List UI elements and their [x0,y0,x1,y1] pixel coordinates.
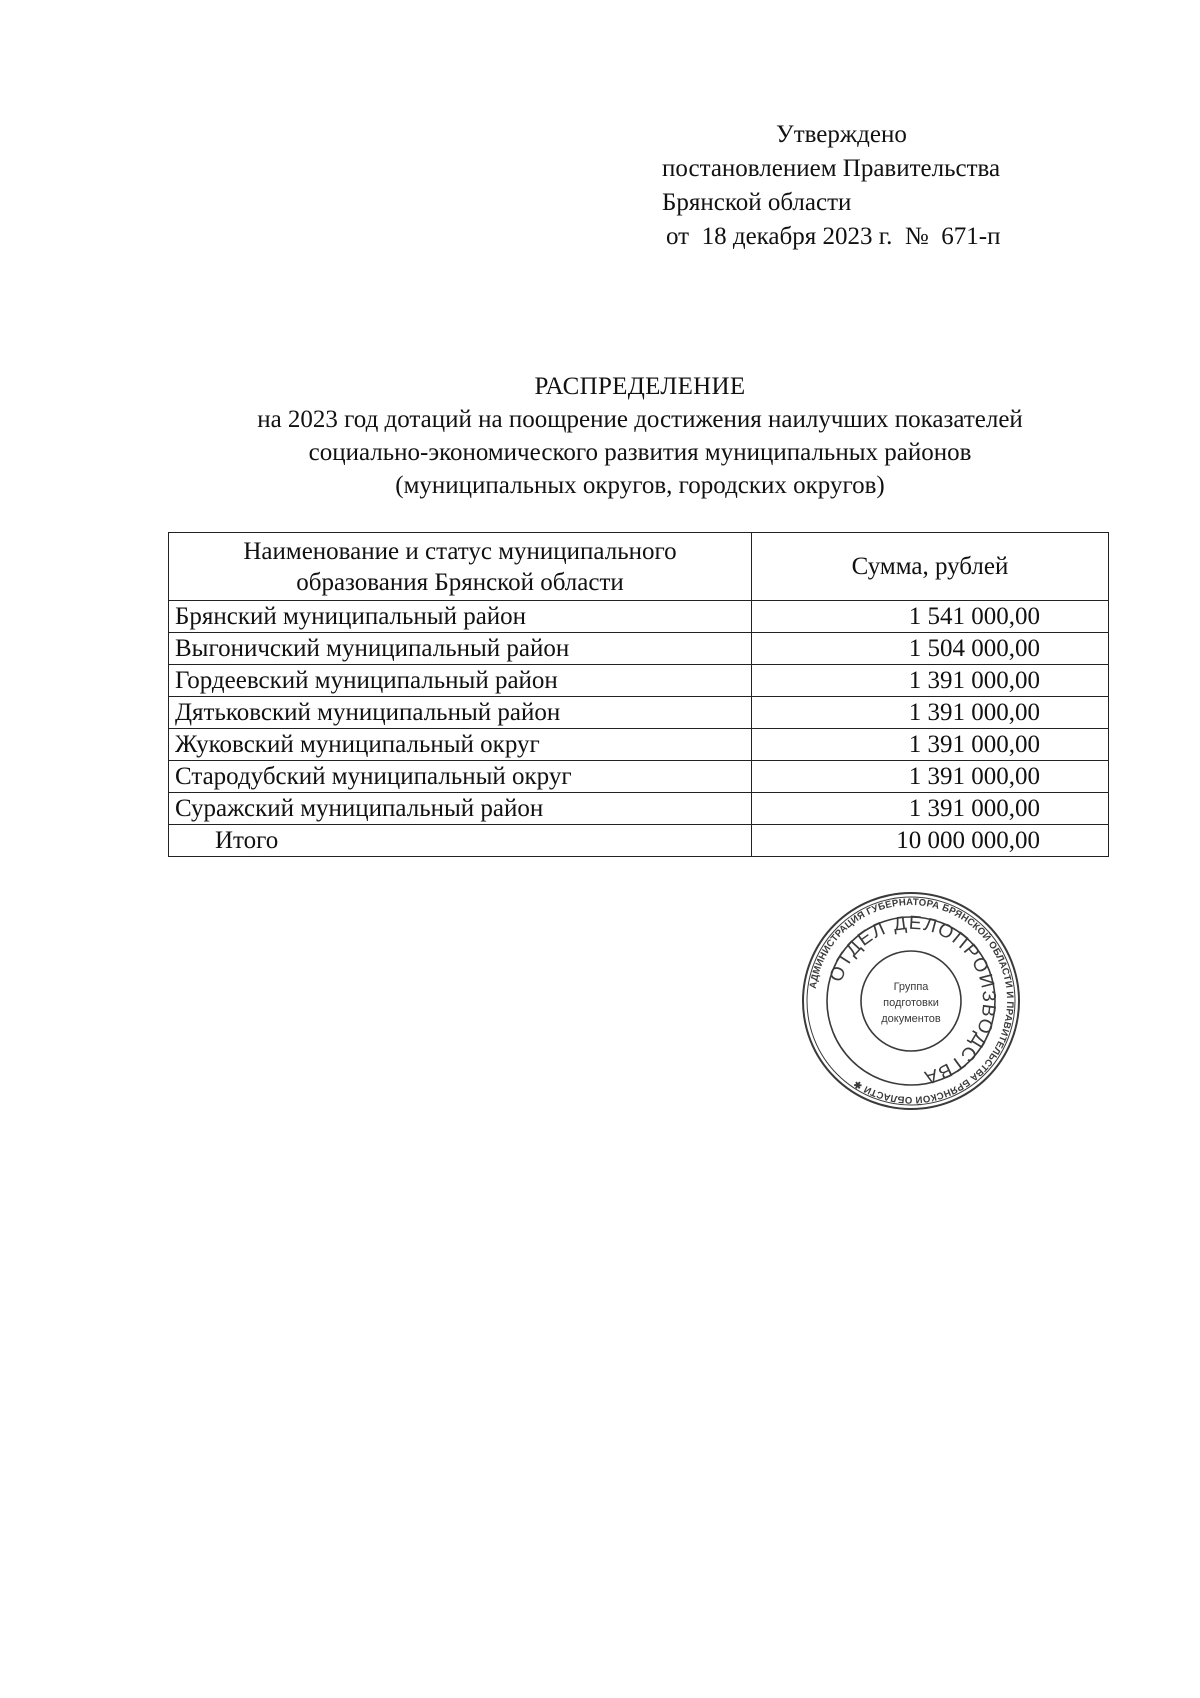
row-amount: 1 504 000,00 [752,633,1109,665]
header-name-line-1: Наименование и статус муниципального [243,537,677,565]
total-amount: 10 000 000,00 [752,825,1109,857]
stamp-center-line-2: подготовки [883,997,939,1009]
table-total-row [169,825,1109,857]
row-name: Брянский муниципальный район [169,601,752,633]
table-row [169,601,1109,633]
approval-region: Брянской области [662,189,852,216]
row-name: Стародубский муниципальный округ [169,761,752,793]
approval-resolution: постановлением Правительства [662,155,1001,182]
total-label: Итого [169,825,752,857]
table-row [169,633,1109,665]
header-amount: Сумма, рублей [752,533,1109,601]
row-amount: 1 391 000,00 [752,729,1109,761]
row-name: Выгоничский муниципальный район [169,633,752,665]
table-row [169,729,1109,761]
official-stamp-icon [800,890,1022,1112]
stamp-center-line-3: документов [881,1013,941,1025]
title-line-2: на 2023 год дотаций на поощрение достижения наилучших показателей [257,406,1023,433]
stamp-outer-textpath: АДМИНИСТРАЦИЯ ГУБЕРНАТОРА БРЯНСКОЙ ОБЛАСТИ И ПРАВИТЕЛЬСТВА БРЯНСКОЙ ОБЛАСТИ ✱ [807,896,1016,1106]
title-line-3: социально-экономического развития муниципальных районов [308,439,972,466]
row-amount: 1 391 000,00 [752,793,1109,825]
row-name: Жуковский муниципальный округ [169,729,752,761]
header-name-line-2: образования Брянской области [296,568,624,596]
approval-date-number: от 18 декабря 2023 г. № 671-п [666,223,1001,250]
row-name: Гордеевский муниципальный район [169,665,752,697]
row-name: Дятьковский муниципальный район [169,697,752,729]
row-amount: 1 391 000,00 [752,697,1109,729]
approval-block [662,118,1122,254]
table-header-row [169,533,1109,601]
header-name [169,533,752,601]
row-name: Суражский муниципальный район [169,793,752,825]
stamp-center-line-1: Группа [893,981,929,993]
stamp-ring-textpath: ОТДЕЛ ДЕЛОПРОИЗВОДСТВА [825,912,1000,1088]
approval-heading: Утверждено [776,121,907,148]
table-row [169,793,1109,825]
title-line-4: (муниципальных округов, городских округов) [395,472,885,499]
document-title [0,370,1200,502]
table-row [169,665,1109,697]
row-amount: 1 541 000,00 [752,601,1109,633]
table-row [169,697,1109,729]
table-row [169,761,1109,793]
row-amount: 1 391 000,00 [752,665,1109,697]
distribution-table [168,532,1109,857]
title-main: РАСПРЕДЕЛЕНИЕ [534,373,746,400]
row-amount: 1 391 000,00 [752,761,1109,793]
